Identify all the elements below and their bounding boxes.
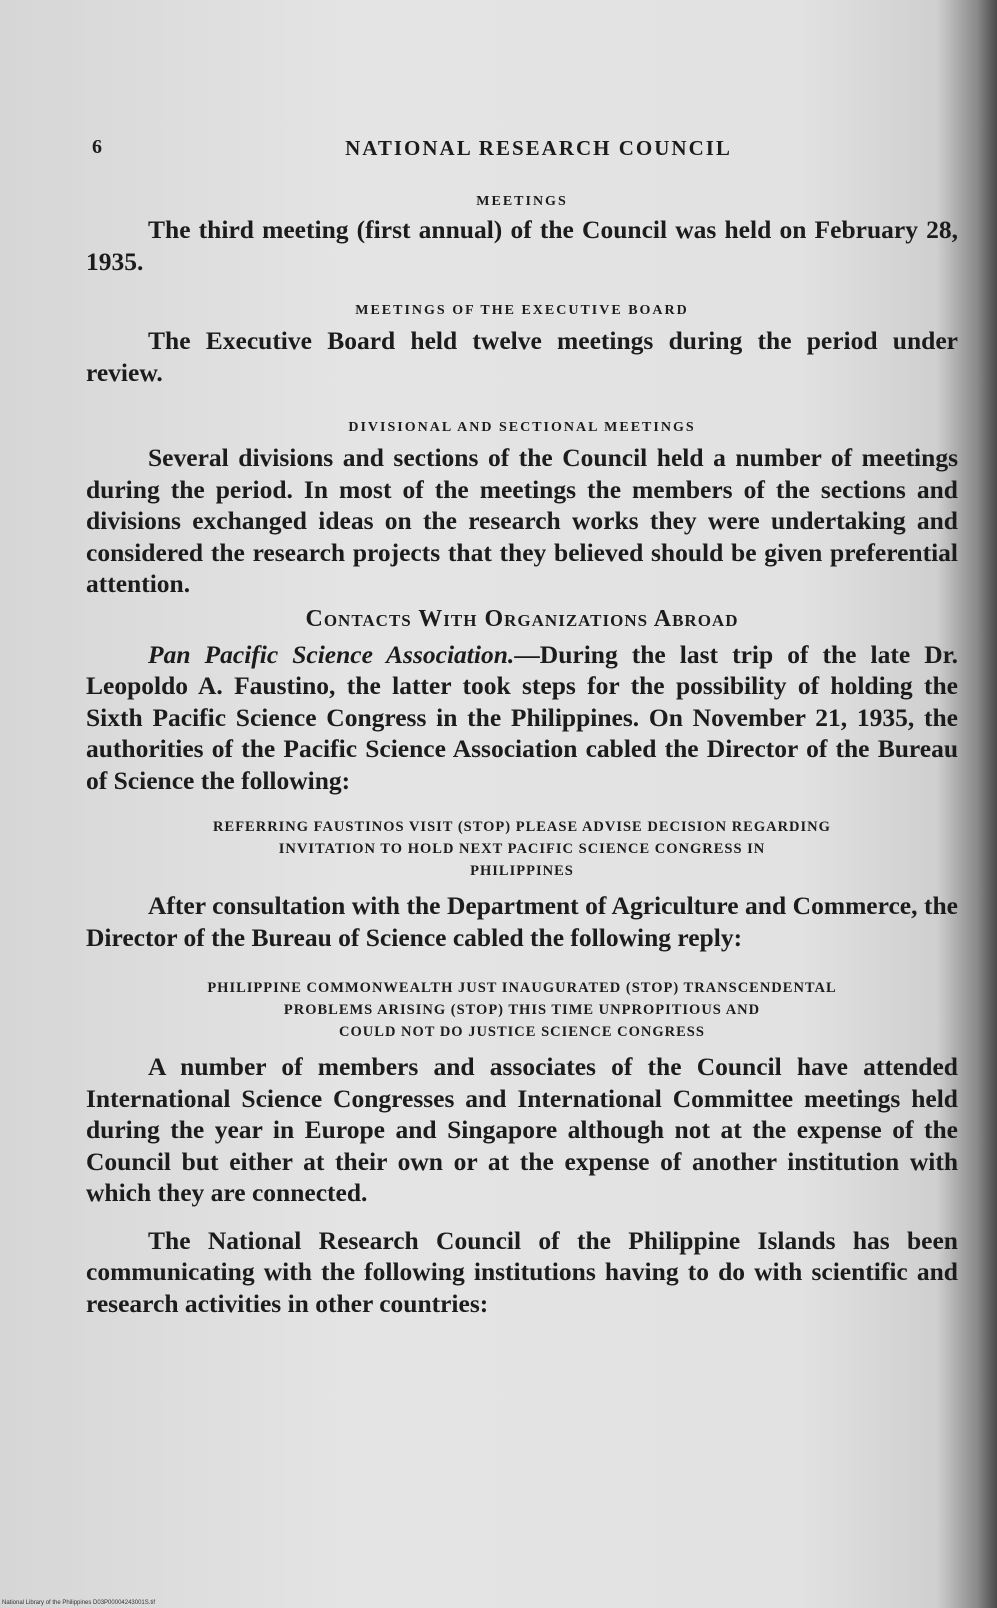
cable-2-line-2: PROBLEMS ARISING (STOP) THIS TIME UNPROPITIOUS AND (283, 1002, 761, 1018)
members-paragraph: A number of members and associates of the Council have attended International Science Congresses and International Committee meetings held during the year in Europe and Singapore although not at the expense of the Council but either at their own or at the expense of another institution with which they are connected. (86, 1052, 958, 1207)
meetings-paragraph: The third meeting (first annual) of the Council was held on February 28, 1935. (86, 215, 958, 276)
page-content (86, 194, 958, 1319)
page-header (86, 136, 946, 168)
cable-2-line-1: PHILIPPINE COMMONWEALTH JUST INAUGURATED (STOP) TRANSCENDENTAL (207, 980, 837, 996)
communicating-paragraph: The National Research Council of the Philippine Islands has been communicating with the following institutions having to do with scientific and research activities in other countries: (86, 1225, 958, 1318)
cable-1-line-3: PHILIPPINES (470, 863, 574, 879)
pan-pacific-lead: Pan Pacific Science Association. (148, 639, 515, 669)
cable-2-line-3: COULD NOT DO JUSTICE SCIENCE CONGRESS (339, 1024, 705, 1040)
divisional-heading: DIVISIONAL AND SECTIONAL MEETINGS (348, 420, 696, 435)
running-title: NATIONAL RESEARCH COUNCIL (345, 136, 732, 160)
executive-board-heading: MEETINGS OF THE EXECUTIVE BOARD (355, 303, 689, 318)
cable-message-2 (86, 977, 958, 1043)
reply-paragraph: After consultation with the Department of Agriculture and Commerce, the Director of the Bureau of Science cabled the following reply: (86, 891, 958, 952)
executive-board-paragraph: The Executive Board held twelve meetings during the period under review. (86, 326, 958, 387)
cable-message-1 (86, 816, 958, 882)
meetings-heading: MEETINGS (476, 194, 568, 209)
scan-footer: National Library of the Philippines D03P00004243001S.tif (2, 1600, 156, 1606)
pan-pacific-paragraph (86, 639, 958, 797)
pan-pacific-text: —During the last trip of the late Dr. Leopoldo A. Faustino, the latter took steps for the possibility of holding the Sixth Pacific Science Congress in the Philippines. On November 21, 1935, the authorities of the Pacific Science Association cabled the Director of the Bureau of Science the following: (86, 639, 958, 795)
contacts-heading: Contacts With Organizations Abroad (305, 605, 739, 632)
page-number: 6 (92, 136, 102, 158)
divisional-paragraph: Several divisions and sections of the Council held a number of meetings during the period. In most of the meetings the members of the sections and divisions exchanged ideas on the research works they were undertaking and considered the research projects that they believed should be given preferential attention. (86, 443, 958, 598)
cable-1-line-2: INVITATION TO HOLD NEXT PACIFIC SCIENCE CONGRESS IN (278, 841, 766, 857)
cable-1-line-1: REFERRING FAUSTINOS VISIT (STOP) PLEASE ADVISE DECISION REGARDING (213, 819, 831, 835)
